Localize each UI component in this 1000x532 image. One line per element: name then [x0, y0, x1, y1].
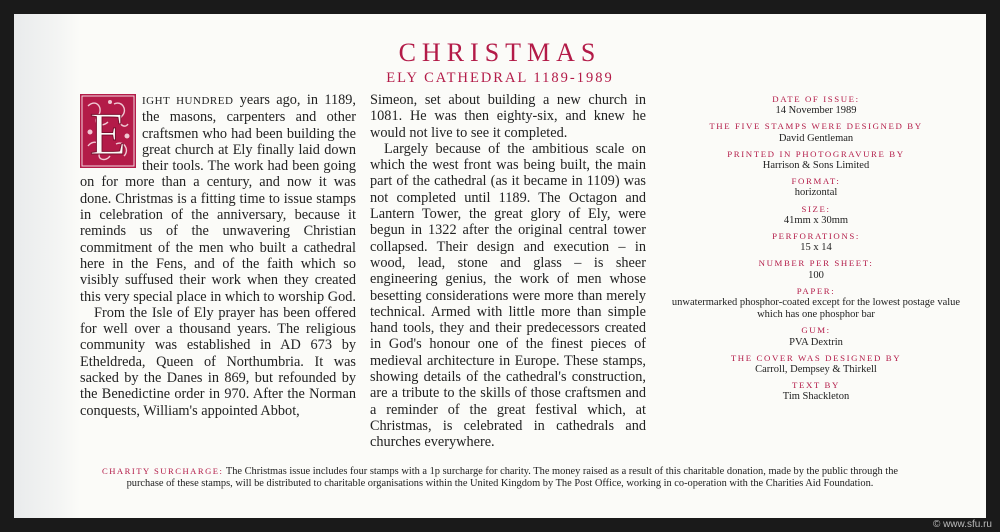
detail-value: 15 x 14 — [800, 242, 832, 254]
detail-designer — [666, 120, 966, 144]
detail-text-by — [666, 379, 966, 403]
detail-date-of-issue — [666, 93, 966, 117]
detail-printer — [666, 148, 966, 172]
detail-value: Carroll, Dempsey & Thirkell — [755, 364, 877, 376]
paragraph-2-continued: Simeon, set about building a new church in 1081. He was then eighty-six, and knew he would not live to see it completed. — [370, 92, 646, 141]
text-column-left — [80, 92, 356, 419]
detail-perforations — [666, 230, 966, 254]
card-left-shade — [14, 14, 80, 518]
paragraph-2: From the Isle of Ely prayer has been offered for well over a thousand years. The religious community was established in AD 673 by Etheldreda, Queen of Northumbria. It was sacked by the Danes in 869, but refounded by the Benedictine order in 970. After the Norman conquests, William's appointed Abbot, — [80, 304, 356, 419]
detail-paper — [666, 285, 966, 322]
detail-value: Harrison & Sons Limited — [762, 160, 870, 172]
detail-value: unwatermarked phosphor-coated except for the lowest postage value which has one phosphor bar — [671, 297, 961, 321]
page-subtitle: ELY CATHEDRAL 1189-1989 — [386, 70, 614, 86]
issue-details — [666, 93, 966, 407]
detail-size — [666, 203, 966, 227]
detail-label: PERFORATIONS: — [772, 231, 860, 242]
paragraph-1-text: years ago, in 1189, the masons, carpenters and other craftsmen who had been building the great church at Ely finally laid down their tools. The work had been going on for more than a century, and now it was done. Christmas is a fitting time to issue stamps in celebration of the anniversary, because it reminds us of the unwavering Christian commitment of the men who built a cathedral here in the Fens, and of the faith which so visibly suffused their work when they created this very special place in which to worship God. — [80, 92, 356, 305]
illuminated-drop-cap — [80, 94, 136, 168]
detail-label: THE FIVE STAMPS WERE DESIGNED BY — [709, 121, 923, 132]
detail-label: SIZE: — [801, 203, 831, 214]
detail-value: David Gentleman — [778, 132, 854, 144]
detail-format — [666, 175, 966, 199]
page-title: CHRISTMAS — [398, 38, 602, 67]
detail-number-per-sheet — [666, 257, 966, 281]
detail-label: PRINTED IN PHOTOGRAVURE BY — [727, 148, 905, 159]
detail-value: 100 — [808, 269, 824, 281]
text-column-middle — [370, 92, 646, 451]
detail-label: FORMAT: — [791, 176, 841, 187]
detail-value: 14 November 1989 — [775, 105, 857, 117]
detail-gum — [666, 324, 966, 348]
detail-label: NUMBER PER SHEET: — [758, 258, 874, 269]
detail-value: horizontal — [794, 187, 838, 199]
charity-label: CHARITY SURCHARGE: — [101, 466, 224, 476]
charity-surcharge-note — [100, 465, 900, 490]
detail-label: GUM: — [801, 325, 831, 336]
watermark: © www.sfu.ru — [932, 519, 992, 530]
drop-cap-letter: E — [89, 101, 127, 167]
detail-label: PAPER: — [796, 285, 836, 296]
charity-text: The Christmas issue includes four stamps with a 1p surcharge for charity. The money raised as a result of this charitable donation, made by the public through the purchase of these stamps, will be distributed to charitable organisations within the United Kingdom by The Post Office, working in co-operation with the Charities Aid Foundation. — [126, 466, 899, 489]
detail-cover-designer — [666, 352, 966, 376]
detail-label: DATE OF ISSUE: — [772, 94, 860, 104]
lead-smallcaps: IGHT HUNDRED — [142, 95, 234, 107]
detail-label: TEXT BY — [792, 380, 840, 391]
detail-value: 41mm x 30mm — [783, 214, 849, 226]
detail-value: PVA Dextrin — [789, 336, 843, 348]
detail-label: THE COVER WAS DESIGNED BY — [730, 352, 902, 363]
detail-value: Tim Shackleton — [782, 391, 850, 403]
paragraph-3: Largely because of the ambitious scale on which the west front was being built, the main part of the cathedral (as it became in 1109) was not completed until 1189. The Octagon and Lantern Tower, the great glory of Ely, were begun in 1322 after the original central tower collapsed. Their design and execution – in wood, lead, stone and glass – is sheer engineering genius, the work of men whose besetting considerations were more than merely technical. Armed with little more than simple hand tools, they and their predecessors created in God's honour one of the finest pieces of medieval architecture in Europe. These stamps, showing details of the cathedral's construction, are a tribute to the skills of those craftsmen and a reminder of the great festival which, at Christmas, is celebrated in cathedrals and churches everywhere. — [370, 140, 646, 451]
